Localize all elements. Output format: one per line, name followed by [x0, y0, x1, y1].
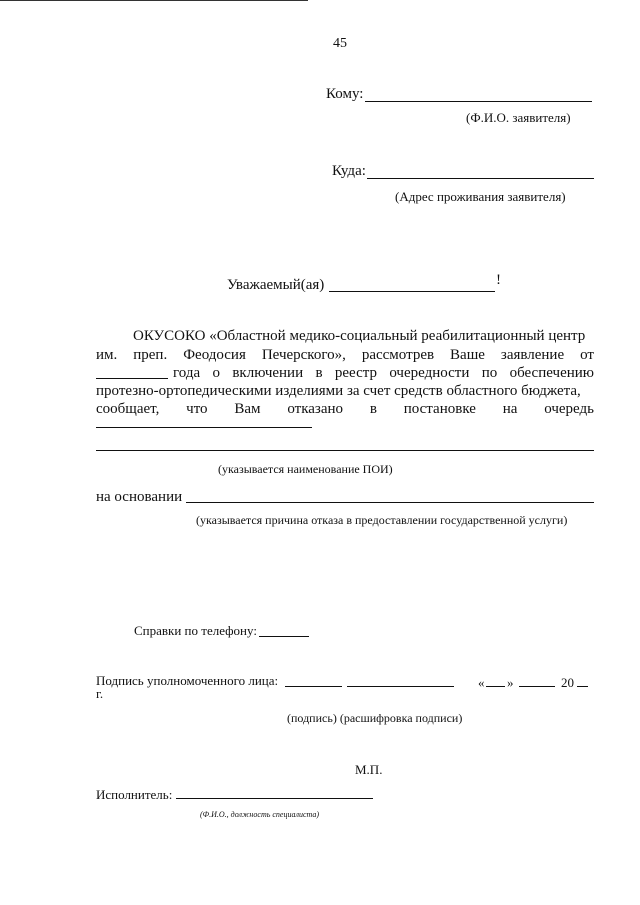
executor-caption: (Ф.И.О., должность специалиста): [200, 810, 320, 819]
executor-label: Исполнитель:: [96, 787, 173, 802]
body-line-4: протезно-ортопедическими изделиями за счет средств областного бюджета,: [96, 383, 581, 399]
body-line-2-word: преп.: [133, 347, 168, 363]
body-line-2-word: от: [580, 347, 594, 363]
body-line-2-word: Феодосия: [183, 347, 246, 363]
date-year-line: [577, 686, 588, 687]
greeting-label: Уважаемый(ая): [227, 277, 325, 293]
body-line-5-word: что: [186, 401, 208, 417]
to-field-line: [365, 101, 592, 102]
body-line-3: года о включении в реестр очередности по обеспечению: [173, 365, 594, 381]
page-number: 45: [333, 36, 347, 51]
body-line-5-word: Вам: [234, 401, 261, 417]
body-line-5-word: постановке: [403, 401, 476, 417]
date-close-quote: »: [507, 675, 514, 690]
signature-label: Подпись уполномоченного лица:: [96, 673, 279, 688]
executor-line: [176, 798, 373, 799]
body-line-5-word: на: [502, 401, 518, 417]
body-line-2-word: им.: [96, 347, 118, 363]
basis-line: [186, 502, 594, 503]
to-label: Кому:: [326, 86, 364, 102]
greeting-name-line: [329, 291, 495, 292]
body-line-5-word: очередь: [544, 401, 594, 417]
signature-line: [285, 686, 342, 687]
body-line-2-word: Ваше: [450, 347, 485, 363]
basis-label: на основании: [96, 489, 183, 505]
body-line-5-word: сообщает,: [96, 401, 160, 417]
phone-line: [259, 636, 309, 637]
poi-line-1: [96, 427, 312, 428]
body-line-5: [96, 399, 594, 419]
date-month-line: [519, 686, 555, 687]
poi-line-2: [96, 450, 594, 451]
date-year-prefix: 20: [561, 675, 574, 690]
date-year-suffix: г.: [96, 686, 104, 701]
body-line-2: [96, 345, 594, 365]
stamp-mark: М.П.: [355, 762, 383, 777]
body-line-1: ОКУСОКО «Областной медико-социальный реабилитационный центр: [133, 328, 586, 344]
basis-caption: (указывается причина отказа в предоставлении государственной услуги): [196, 513, 568, 527]
body-line-5-word: отказано: [287, 401, 344, 417]
top-rule: [0, 0, 308, 1]
date-open-quote: «: [478, 675, 485, 690]
body-line-5-word: в: [369, 401, 377, 417]
application-date-line: [96, 378, 168, 379]
poi-caption: (указывается наименование ПОИ): [218, 462, 393, 476]
date-day-line: [486, 686, 505, 687]
body-line-2-word: Печерского»,: [261, 347, 346, 363]
signature-decode-line: [347, 686, 454, 687]
where-field-line: [367, 178, 594, 179]
where-caption: (Адрес проживания заявителя): [395, 189, 566, 204]
where-label: Куда:: [332, 163, 366, 179]
body-line-2-word: заявление: [500, 347, 565, 363]
phone-label: Справки по телефону:: [134, 623, 257, 638]
signature-caption: (подпись) (расшифровка подписи): [287, 711, 463, 725]
greeting-exclamation: !: [496, 272, 501, 288]
to-caption: (Ф.И.О. заявителя): [466, 110, 571, 125]
body-line-2-word: рассмотрев: [361, 347, 435, 363]
